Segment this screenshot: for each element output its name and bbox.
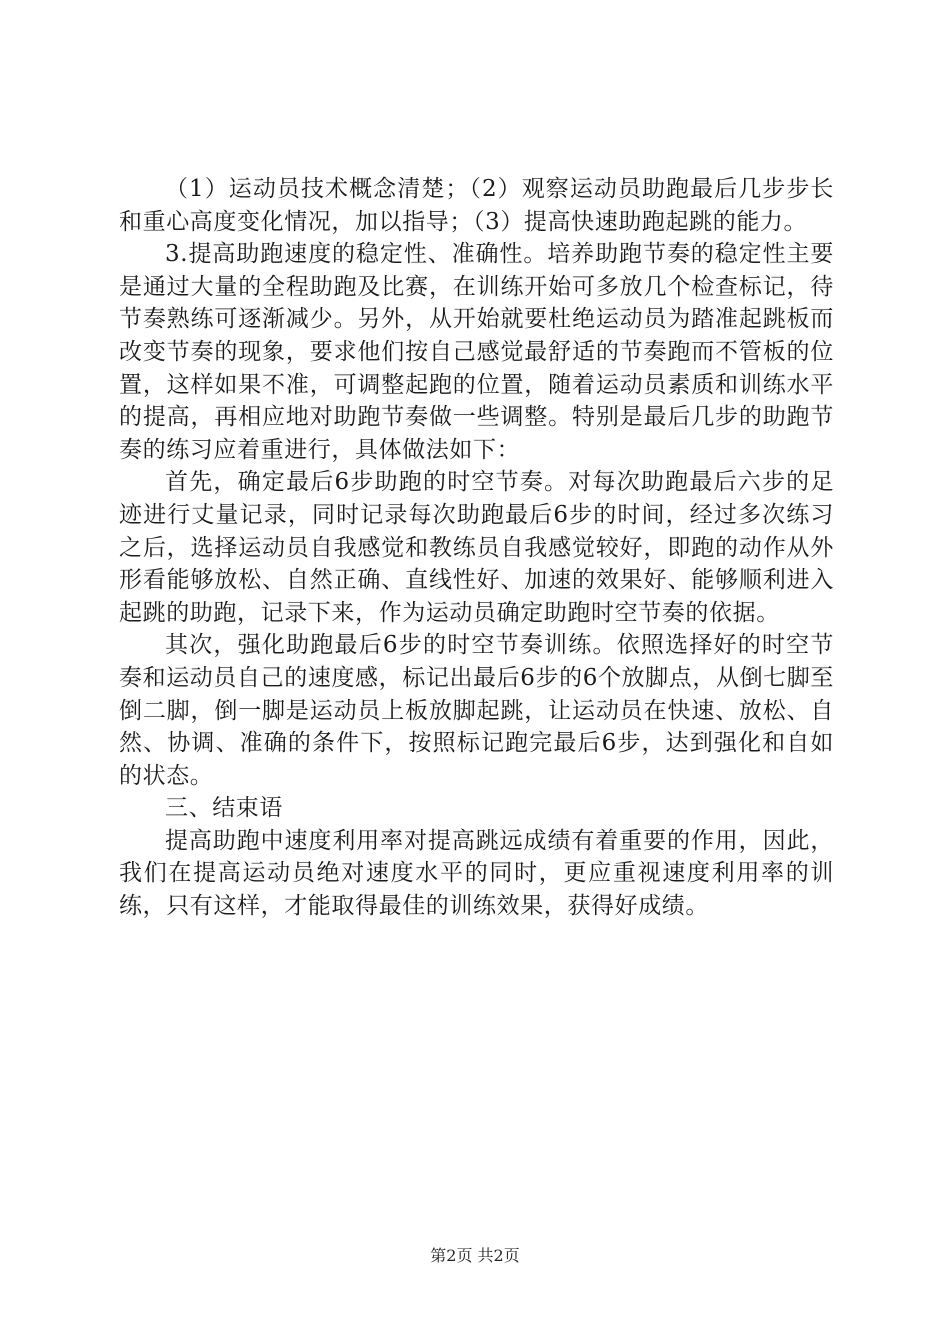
- paragraph-second-step: 其次，强化助跑最后6步的时空节奏训练。依照选择好的时空节奏和运动员自己的速度感，标记出最后6步的6个放脚点，从倒七脚至倒二脚，倒一脚是运动员上板放脚起跳，让运动员在快速、放松、自然、协调、准确的条件下，按照标记跑完最后6步，达到强化和自如的状态。: [119, 632, 834, 789]
- paragraph-first-step: 首先，确定最后6步助跑的时空节奏。对每次助跑最后六步的足迹进行丈量记录，同时记录每次助跑最后6步的时间，经过多次练习之后，选择运动员自我感觉和教练员自我感觉较好，即跑的动作从外形看能够放松、自然正确、直线性好、加速的效果好、能够顺利进入起跳的助跑，记录下来，作为运动员确定助跑时空节奏的依据。: [119, 469, 834, 626]
- section-heading-conclusion: 三、结束语: [165, 795, 283, 822]
- document-body: [119, 173, 834, 923]
- paragraph-guidance: （1）运动员技术概念清楚；（2）观察运动员助跑最后几步步长和重心高度变化情况，加以指导；（3）提高快速助跑起跳的能力。: [119, 176, 834, 235]
- paragraph-conclusion: 提高助跑中速度利用率对提高跳远成绩有着重要的作用，因此，我们在提高运动员绝对速度水平的同时，更应重视速度利用率的训练，只有这样，才能取得最佳的训练效果，获得好成绩。: [119, 827, 834, 920]
- paragraph-run-up-stability: 3.提高助跑速度的稳定性、准确性。培养助跑节奏的稳定性主要是通过大量的全程助跑及比赛，在训练开始可多放几个检查标记，待节奏熟练可逐渐减少。另外，从开始就要杜绝运动员为踏准起跳板而改变节奏的现象，要求他们按自己感觉最舒适的节奏跑而不管板的位置，这样如果不准，可调整起跑的位置，随着运动员素质和训练水平的提高，再相应地对助跑节奏做一些调整。特别是最后几步的助跑节奏的练习应着重进行，具体做法如下：: [119, 241, 834, 463]
- page-footer: 第2页 共2页: [430, 1246, 520, 1265]
